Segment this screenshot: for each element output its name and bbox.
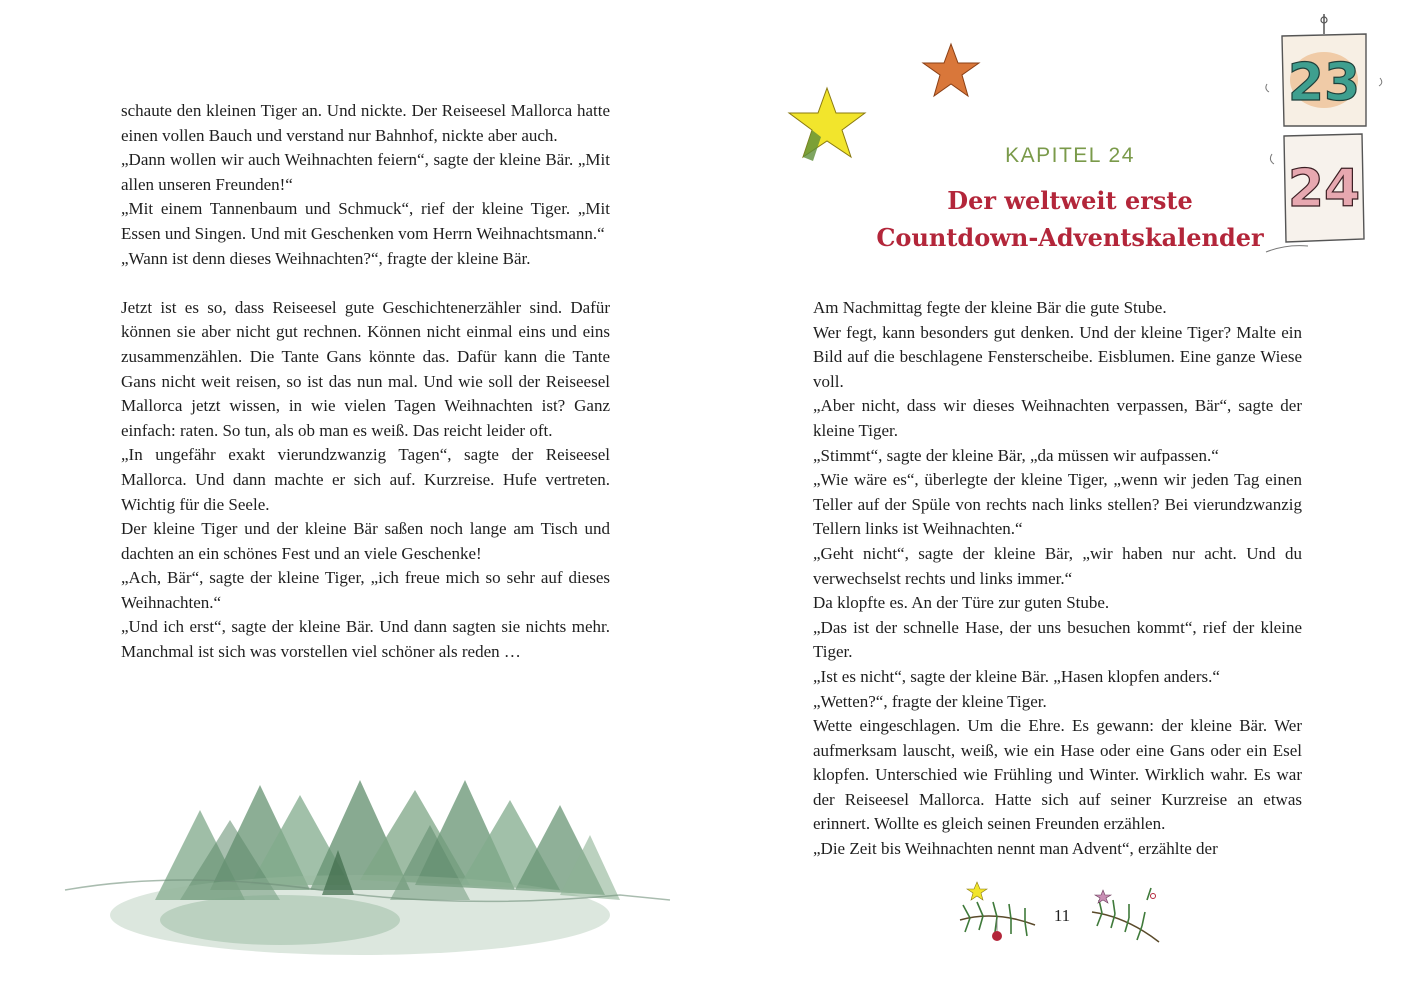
forest-illustration: [60, 750, 680, 950]
paragraph: „Stimmt“, sagte der kleine Bär, „da müssen wir aufpassen.“: [813, 445, 1219, 465]
paragraph: „Ach, Bär“, sagte der kleine Tiger, „ich freue mich so sehr auf dieses Weihnachten.“: [121, 568, 610, 612]
paragraph: Wette eingeschlagen. Um die Ehre. Es gewann: der kleine Bär. Wer aufmerksam lauscht, weiß, wie ein Hase oder eine Gans oder ein Esel klopfen. Unterschied wie Frühling und Winter. Wirklich wahr. Es war der Reiseesel Mallorca. Hatte sich auf seiner Kurzreise an etwas erinnert. Wollte es gleich seinen Freunden erzählen.: [813, 716, 1302, 834]
paragraph: „Ist es nicht“, sagte der kleine Bär. „Hasen klopfen anders.“: [813, 666, 1220, 686]
advent-calendar-illustration: [1262, 14, 1412, 264]
chapter-title-line: Countdown-Adventskalender: [876, 223, 1264, 252]
paragraph: Jetzt ist es so, dass Reiseesel gute Geschichtenerzähler sind. Dafür können sie aber nicht gut rechnen. Können nicht einmal eins und eins zusammenzählen. Die Tante Gans könnte das. Dafür kann die Tante Gans nicht weit reisen, so ist das nun mal. Und wie soll der Reiseesel Mallorca jetzt wissen, in wie vielen Tagen Weihnachten ist? Ganz einfach: raten. So tun, als ob man es weiß. Das reicht leider oft.: [121, 297, 610, 440]
chapter-label: KAPITEL 24: [1005, 144, 1135, 167]
left-page: [0, 0, 711, 1000]
calendar-day-previous: 23: [1287, 53, 1361, 113]
yellow-star-icon: [787, 85, 877, 165]
right-page: [712, 0, 1423, 1000]
paragraph: „Geht nicht“, sagte der kleine Bär, „wir haben nur acht. Und du verwechselst rechts und links immer.“: [813, 543, 1302, 588]
paragraph: „Dann wollen wir auch Weihnachten feiern“, sagte der kleine Bär. „Mit allen unseren Freunden!“: [121, 150, 610, 194]
paragraph: „Wetten?“, fragte der kleine Tiger.: [813, 691, 1047, 711]
chapter-title-line: Der weltweit erste: [947, 186, 1193, 215]
paragraph: „Das ist der schnelle Hase, der uns besuchen kommt“, rief der kleine Tiger.: [813, 617, 1302, 662]
paragraph: Der kleine Tiger und der kleine Bär saßen noch lange am Tisch und dachten an ein schönes Fest und an viele Geschenke!: [121, 519, 610, 563]
calendar-day-current: 24: [1287, 159, 1361, 219]
paragraph: schaute den kleinen Tiger an. Und nickte. Der Reiseesel Mallorca hatte einen vollen Bauch und verstand nur Bahnhof, nickte aber auch.: [121, 101, 610, 145]
page-number: 11: [1053, 906, 1071, 925]
orange-star-icon: [920, 42, 982, 100]
paragraph: „Aber nicht, dass wir dieses Weihnachten verpassen, Bär“, sagte der kleine Tiger.: [813, 396, 1302, 440]
paragraph: „Wie wäre es“, überlegte der kleine Tiger, „wenn wir jeden Tag einen Teller auf der Spüle von rechts nach links stellen? Bei vierundzwanzig Tellern links ist Weihnachten.“: [813, 470, 1302, 539]
calendar-sheet-current: [1284, 134, 1364, 242]
paragraph: „Die Zeit bis Weihnachten nennt man Advent“, erzählte der: [813, 839, 1218, 859]
paragraph: „Und ich erst“, sagte der kleine Bär. Und dann sagten sie nichts mehr. Manchmal ist sich was vorstellen viel schöner als reden …: [121, 617, 610, 662]
left-page-text: [121, 99, 610, 665]
paragraph: Da klopfte es. An der Türe zur guten Stube.: [813, 593, 1110, 613]
chapter-title: [862, 182, 1278, 256]
tree-icon: [65, 780, 670, 955]
paragraph: „Mit einem Tannenbaum und Schmuck“, rief der kleine Tiger. „Mit Essen und Singen. Und mit Geschenken vom Herrn Weihnachtsmann.“: [121, 199, 610, 243]
fir-branch-right-icon: [1087, 882, 1167, 950]
calendar-sheet-previous: [1282, 34, 1366, 126]
paragraph: „Wann ist denn dieses Weihnachten?“, fragte der kleine Bär.: [121, 248, 531, 268]
right-page-text: [813, 296, 1302, 862]
paragraph: Wer fegt, kann besonders gut denken. Und der kleine Tiger? Malte ein Bild auf die beschlagene Fensterscheibe. Eisblumen. Eine ganze Wiese voll.: [813, 322, 1302, 391]
paragraph: Am Nachmittag fegte der kleine Bär die gute Stube.: [813, 298, 1167, 317]
paragraph: „In ungefähr exakt vierundzwanzig Tagen“, sagte der Reiseesel Mallorca. Und dann machte er sich auf. Kurzreise. Hufe vertreten. Wichtig für die Seele.: [121, 445, 610, 514]
fir-branch-left-icon: [955, 880, 1040, 950]
